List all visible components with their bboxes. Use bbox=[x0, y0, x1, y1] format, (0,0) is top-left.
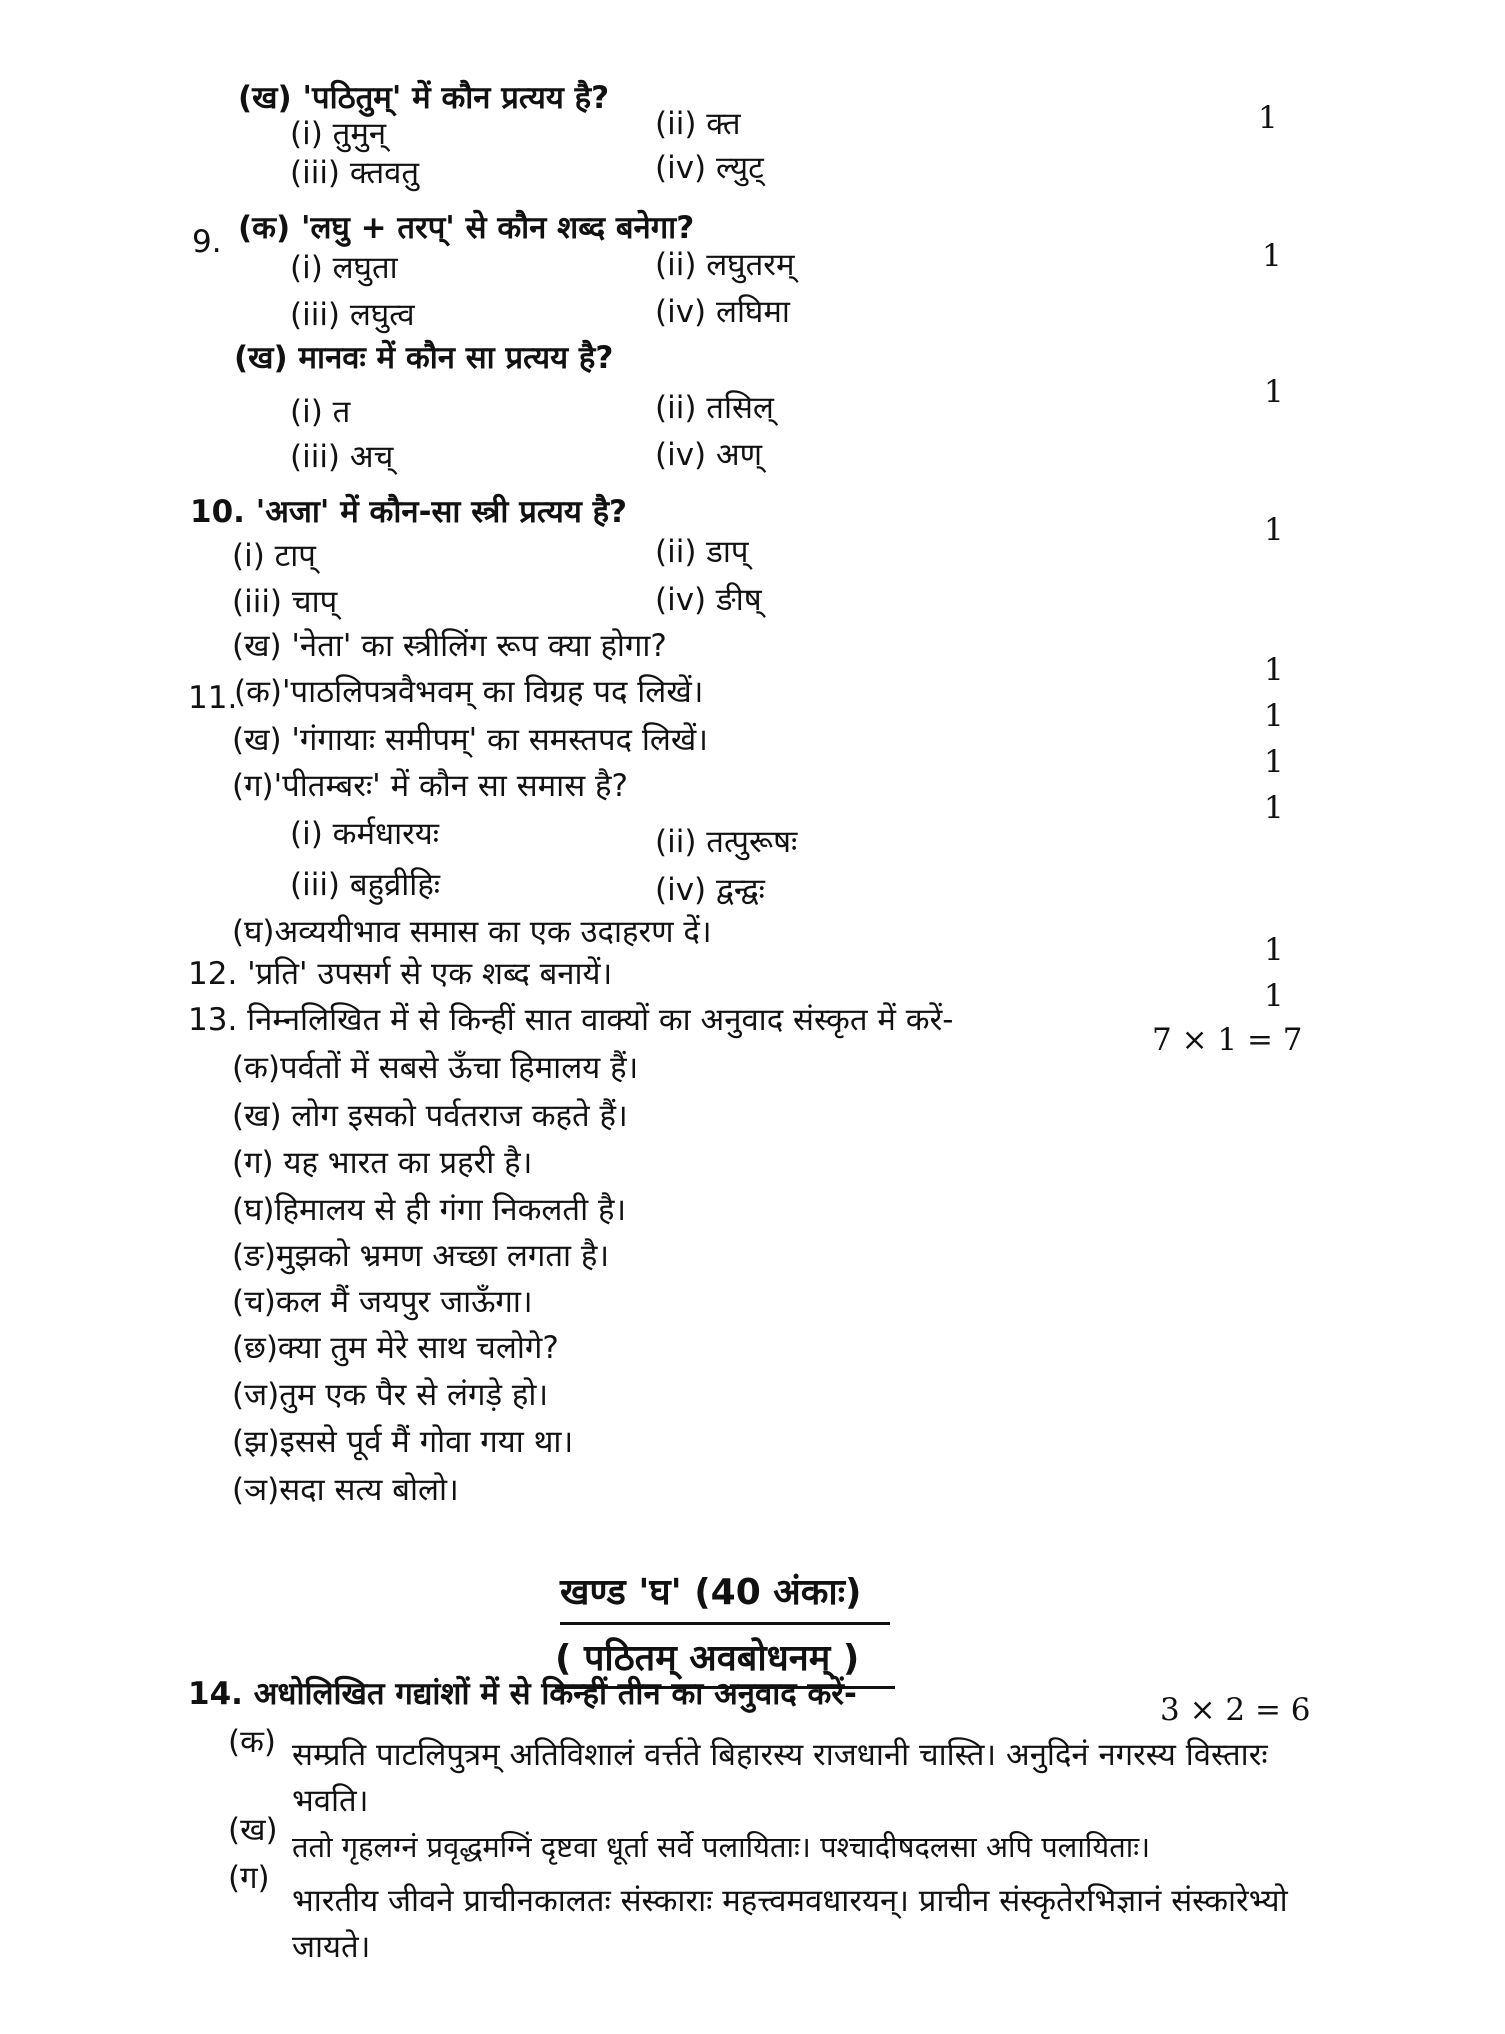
q8b-option-4: (iv) ल्युट् bbox=[655, 150, 764, 186]
q13-item-1: (क)पर्वतों में सबसे ऊँचा हिमालय हैं। bbox=[232, 1050, 639, 1086]
q12-question: 12. 'प्रति' उपसर्ग से एक शब्द बनायें। bbox=[188, 956, 613, 992]
q10-option-1: (i) टाप् bbox=[232, 538, 316, 574]
q14-question: 14. अधोलिखित गद्यांशों में से किन्हीं तीन का अनुवाद करें- bbox=[188, 1676, 857, 1712]
q14-mark: 3 × 2 = 6 bbox=[1160, 1692, 1311, 1728]
q13-mark: 7 × 1 = 7 bbox=[1152, 1022, 1303, 1058]
q11-mark-1: 1 bbox=[1264, 652, 1284, 688]
q9b-option-4: (iv) अण् bbox=[655, 437, 763, 473]
section-subtitle: ( पठितम् अवबोधनम् ) bbox=[555, 1638, 860, 1679]
q9b-question bbox=[234, 338, 613, 378]
q11-mark-3: 1 bbox=[1264, 744, 1284, 780]
q9b-option-3: (iii) अच् bbox=[290, 439, 394, 475]
q13-item-9: (झ)इससे पूर्व मैं गोवा गया था। bbox=[232, 1424, 574, 1460]
q11-number: 11. bbox=[188, 680, 238, 716]
q10-text: 'अजा' में कौन-सा स्त्री प्रत्यय है? bbox=[255, 494, 628, 530]
q10-option-4: (iv) ङीष् bbox=[655, 582, 762, 618]
q11c-question: (ग)'पीतम्बरः' में कौन सा समास है? bbox=[232, 768, 628, 804]
q9b-option-2: (ii) तसिल् bbox=[655, 390, 774, 426]
q11b-question: (ख) 'गंगायाः समीपम्' का समस्तपद लिखें। bbox=[232, 722, 709, 758]
q10-mark: 1 bbox=[1264, 512, 1284, 548]
q11-mark-4: 1 bbox=[1264, 790, 1284, 826]
q10b-question: (ख) 'नेता' का स्त्रीलिंग रूप क्या होगा? bbox=[232, 628, 667, 664]
q9a-option-4: (iv) लघिमा bbox=[655, 294, 790, 330]
q11c-option-2: (ii) तत्पुरूषः bbox=[655, 824, 798, 860]
q9b-label: (ख) bbox=[234, 340, 288, 376]
q8b-option-1: (i) तुमुन् bbox=[290, 116, 387, 152]
q13-item-3: (ग) यह भारत का प्रहरी है। bbox=[232, 1145, 533, 1181]
q8b-text: 'पठितुम्' में कौन प्रत्यय है? bbox=[302, 80, 610, 116]
q13-item-7: (छ)क्या तुम मेरे साथ चलोगे? bbox=[232, 1330, 559, 1366]
q14c-label: (ग) bbox=[228, 1860, 270, 1896]
q9-number: 9. bbox=[192, 224, 222, 260]
q10-option-2: (ii) डाप् bbox=[655, 534, 749, 570]
q14b-passage: ततो गृहलग्नं प्रवृद्धमग्निं दृष्टवा धूर्ता सर्वे पलायिताः। पश्चादीषदलसा अपि पलायिताः। bbox=[292, 1830, 1151, 1864]
q8b-option-2: (ii) क्त bbox=[655, 106, 741, 142]
q13-item-10: (ञ)सदा सत्य बोलो। bbox=[232, 1472, 459, 1508]
q12-mark: 1 bbox=[1264, 978, 1284, 1014]
section-title: खण्ड 'घ' (40 अंकाः) bbox=[560, 1572, 862, 1613]
q8b-option-3: (iii) क्तवतु bbox=[290, 155, 420, 191]
q9a-mark: 1 bbox=[1262, 238, 1282, 274]
q14c-passage: भारतीय जीवने प्राचीनकालतः संस्काराः महत्त्वमवधारयन्। प्राचीन संस्कृतेरभिज्ञानं संस्कारेभ्यो जायते। bbox=[292, 1883, 1288, 1965]
q14b-label: (ख) bbox=[228, 1812, 278, 1848]
q14a-passage: सम्प्रति पाटलिपुत्रम् अतिविशालं वर्त्तते बिहारस्य राजधानी चास्ति। अनुदिनं नगरस्य विस्तारः भवति। bbox=[292, 1737, 1268, 1819]
q9b-option-1: (i) त bbox=[290, 394, 351, 430]
q11c-option-1: (i) कर्मधारयः bbox=[290, 816, 440, 852]
q9a-option-1: (i) लघुता bbox=[290, 250, 398, 286]
q14a-label: (क) bbox=[228, 1724, 276, 1760]
q13-item-8: (ज)तुम एक पैर से लंगड़े हो। bbox=[232, 1377, 549, 1413]
q11-mark-5: 1 bbox=[1264, 932, 1284, 968]
q13-question: 13. निम्नलिखित में से किन्हीं सात वाक्यों का अनुवाद संस्कृत में करें- bbox=[188, 1002, 954, 1038]
q8b-mark: 1 bbox=[1258, 100, 1278, 136]
q10-option-3: (iii) चाप् bbox=[232, 584, 338, 620]
q9a-label: (क) bbox=[238, 210, 291, 246]
q9a-option-2: (ii) लघुतरम् bbox=[655, 247, 795, 283]
q10-question bbox=[190, 492, 627, 532]
q11d-question: (घ)अव्ययीभाव समास का एक उदाहरण दें। bbox=[232, 914, 712, 950]
q11c-option-4: (iv) द्वन्द्वः bbox=[655, 872, 765, 908]
q9a-question bbox=[238, 208, 694, 248]
q8b-label: (ख) bbox=[238, 80, 292, 116]
q13-item-5: (ङ)मुझको भ्रमण अच्छा लगता है। bbox=[232, 1238, 610, 1274]
q9a-text: 'लघु + तरप्' से कौन शब्द बनेगा? bbox=[300, 210, 695, 246]
q9b-mark: 1 bbox=[1264, 374, 1284, 410]
q11-mark-2: 1 bbox=[1264, 698, 1284, 734]
section-title-underline bbox=[560, 1622, 890, 1625]
q11c-option-3: (iii) बहुव्रीहिः bbox=[290, 867, 441, 903]
q13-item-4: (घ)हिमालय से ही गंगा निकलती है। bbox=[232, 1192, 627, 1228]
q8b-question bbox=[238, 78, 609, 118]
q13-item-2: (ख) लोग इसको पर्वतराज कहते हैं। bbox=[232, 1098, 628, 1134]
q9b-text: मानवः में कौन सा प्रत्यय है? bbox=[298, 340, 614, 376]
q11a-question: (क)'पाठलिपत्रवैभवम् का विग्रह पद लिखें। bbox=[234, 674, 704, 710]
q9a-option-3: (iii) लघुत्व bbox=[290, 297, 415, 333]
q10-number: 10. bbox=[190, 494, 245, 530]
q13-item-6: (च)कल मैं जयपुर जाऊँगा। bbox=[232, 1284, 533, 1320]
